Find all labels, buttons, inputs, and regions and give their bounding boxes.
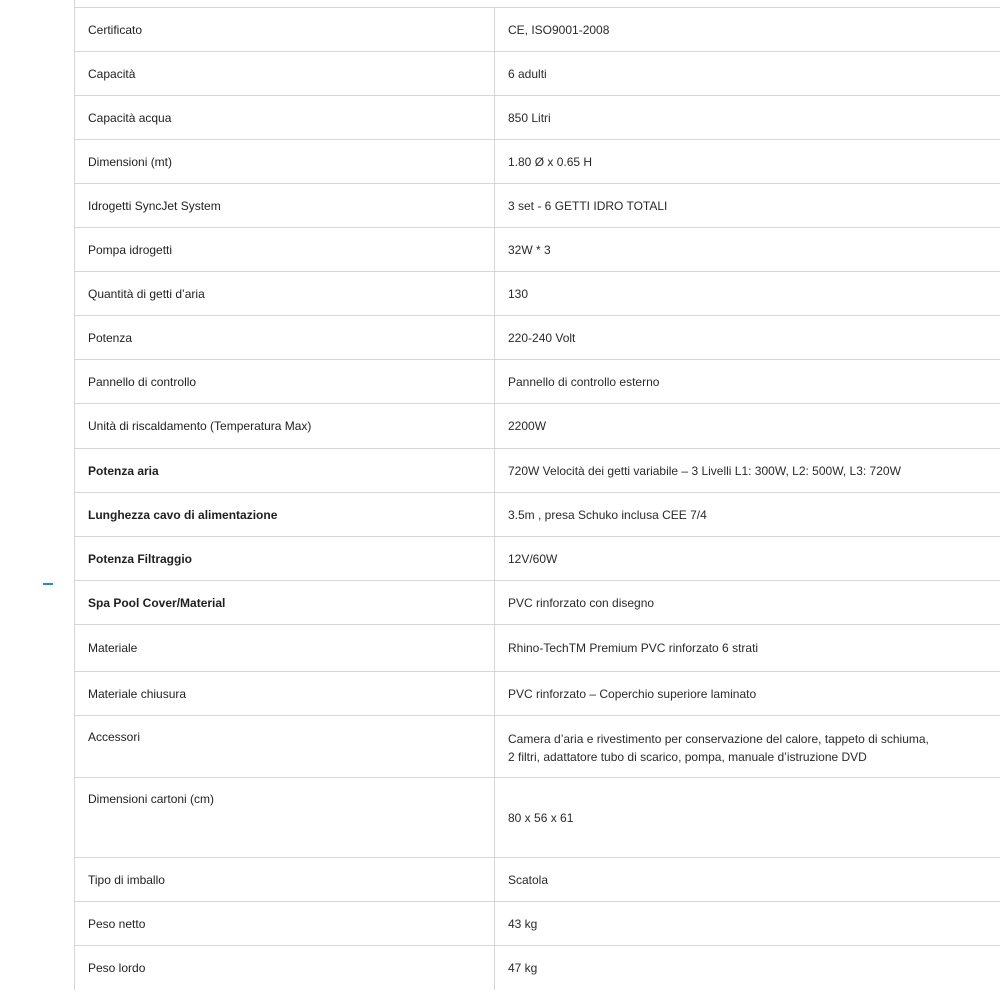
row-value: 720W Velocità dei getti variabile – 3 Livelli L1: 300W, L2: 500W, L3: 720W: [508, 463, 901, 478]
row-label: Tipo di imballo: [75, 858, 495, 901]
table-row: [75, 716, 1000, 778]
row-label: Potenza: [75, 316, 495, 359]
table-row: [75, 140, 1000, 184]
row-label: Capacità: [75, 52, 495, 95]
row-label: Lunghezza cavo di alimentazione: [75, 493, 495, 536]
row-value: PVC rinforzato con disegno: [508, 595, 655, 610]
row-value: [495, 716, 1000, 777]
row-label: Potenza Filtraggio: [75, 537, 495, 580]
row-value: 2200W: [508, 419, 547, 433]
row-value: 850 Litri: [508, 110, 551, 125]
row-value: 130: [508, 286, 529, 301]
row-value: 1.80 Ø x 0.65 H: [508, 154, 593, 169]
row-value: 12V/60W: [508, 551, 558, 566]
row-value: PVC rinforzato – Coperchio superiore laminato: [508, 686, 757, 701]
table-top-edge: [75, 0, 1000, 8]
row-value: 32W * 3: [508, 242, 551, 257]
table-row: [75, 946, 1000, 990]
table-row: [75, 778, 1000, 858]
row-value-line: Camera d’aria e rivestimento per conservazione del calore, tappeto di schiuma,: [508, 732, 929, 746]
row-value: 3.5m , presa Schuko inclusa CEE 7/4: [508, 507, 707, 522]
row-value: 43 kg: [508, 916, 538, 931]
row-value: 220-240 Volt: [508, 330, 576, 345]
table-row: [75, 52, 1000, 96]
row-value: 6 adulti: [508, 66, 547, 81]
spec-table: [74, 0, 1000, 990]
row-label: Dimensioni cartoni (cm): [75, 778, 495, 857]
row-label: Pannello di controllo: [75, 360, 495, 403]
row-label: Accessori: [75, 716, 495, 777]
table-row: [75, 272, 1000, 316]
table-row: [75, 672, 1000, 716]
row-label: Peso netto: [75, 902, 495, 945]
table-row: [75, 858, 1000, 902]
row-label: Pompa idrogetti: [75, 228, 495, 271]
table-row: [75, 404, 1000, 449]
row-label: Quantità di getti d’aria: [75, 272, 495, 315]
row-label: Dimensioni (mt): [75, 140, 495, 183]
row-value: Scatola: [508, 872, 549, 887]
row-value: Rhino-TechTM Premium PVC rinforzato 6 strati: [508, 641, 759, 655]
table-row: [75, 449, 1000, 493]
row-label: Certificato: [75, 8, 495, 51]
table-row: [75, 96, 1000, 140]
table-row: [75, 316, 1000, 360]
row-value: 80 x 56 x 61: [508, 810, 574, 825]
table-row: [75, 537, 1000, 581]
table-row: [75, 493, 1000, 537]
row-label: Peso lordo: [75, 946, 495, 990]
row-label: Potenza aria: [75, 449, 495, 492]
table-row: [75, 8, 1000, 52]
table-row: [75, 625, 1000, 672]
accent-dash: [43, 583, 53, 585]
row-label: Idrogetti SyncJet System: [75, 184, 495, 227]
row-value: 3 set - 6 GETTI IDRO TOTALI: [508, 198, 668, 213]
row-value: CE, ISO9001-2008: [508, 22, 610, 37]
row-label: Capacità acqua: [75, 96, 495, 139]
row-value: 47 kg: [508, 961, 538, 975]
row-value: Pannello di controllo esterno: [508, 374, 660, 389]
row-value-line: 2 filtri, adattatore tubo di scarico, pompa, manuale d’istruzione DVD: [508, 750, 867, 764]
table-row: [75, 360, 1000, 404]
table-row: [75, 184, 1000, 228]
table-row: [75, 228, 1000, 272]
row-label: Unità di riscaldamento (Temperatura Max): [75, 404, 495, 448]
row-label: Spa Pool Cover/Material: [75, 581, 495, 624]
row-label: Materiale chiusura: [75, 672, 495, 715]
table-row: [75, 581, 1000, 625]
row-label: Materiale: [75, 625, 495, 671]
table-row: [75, 902, 1000, 946]
